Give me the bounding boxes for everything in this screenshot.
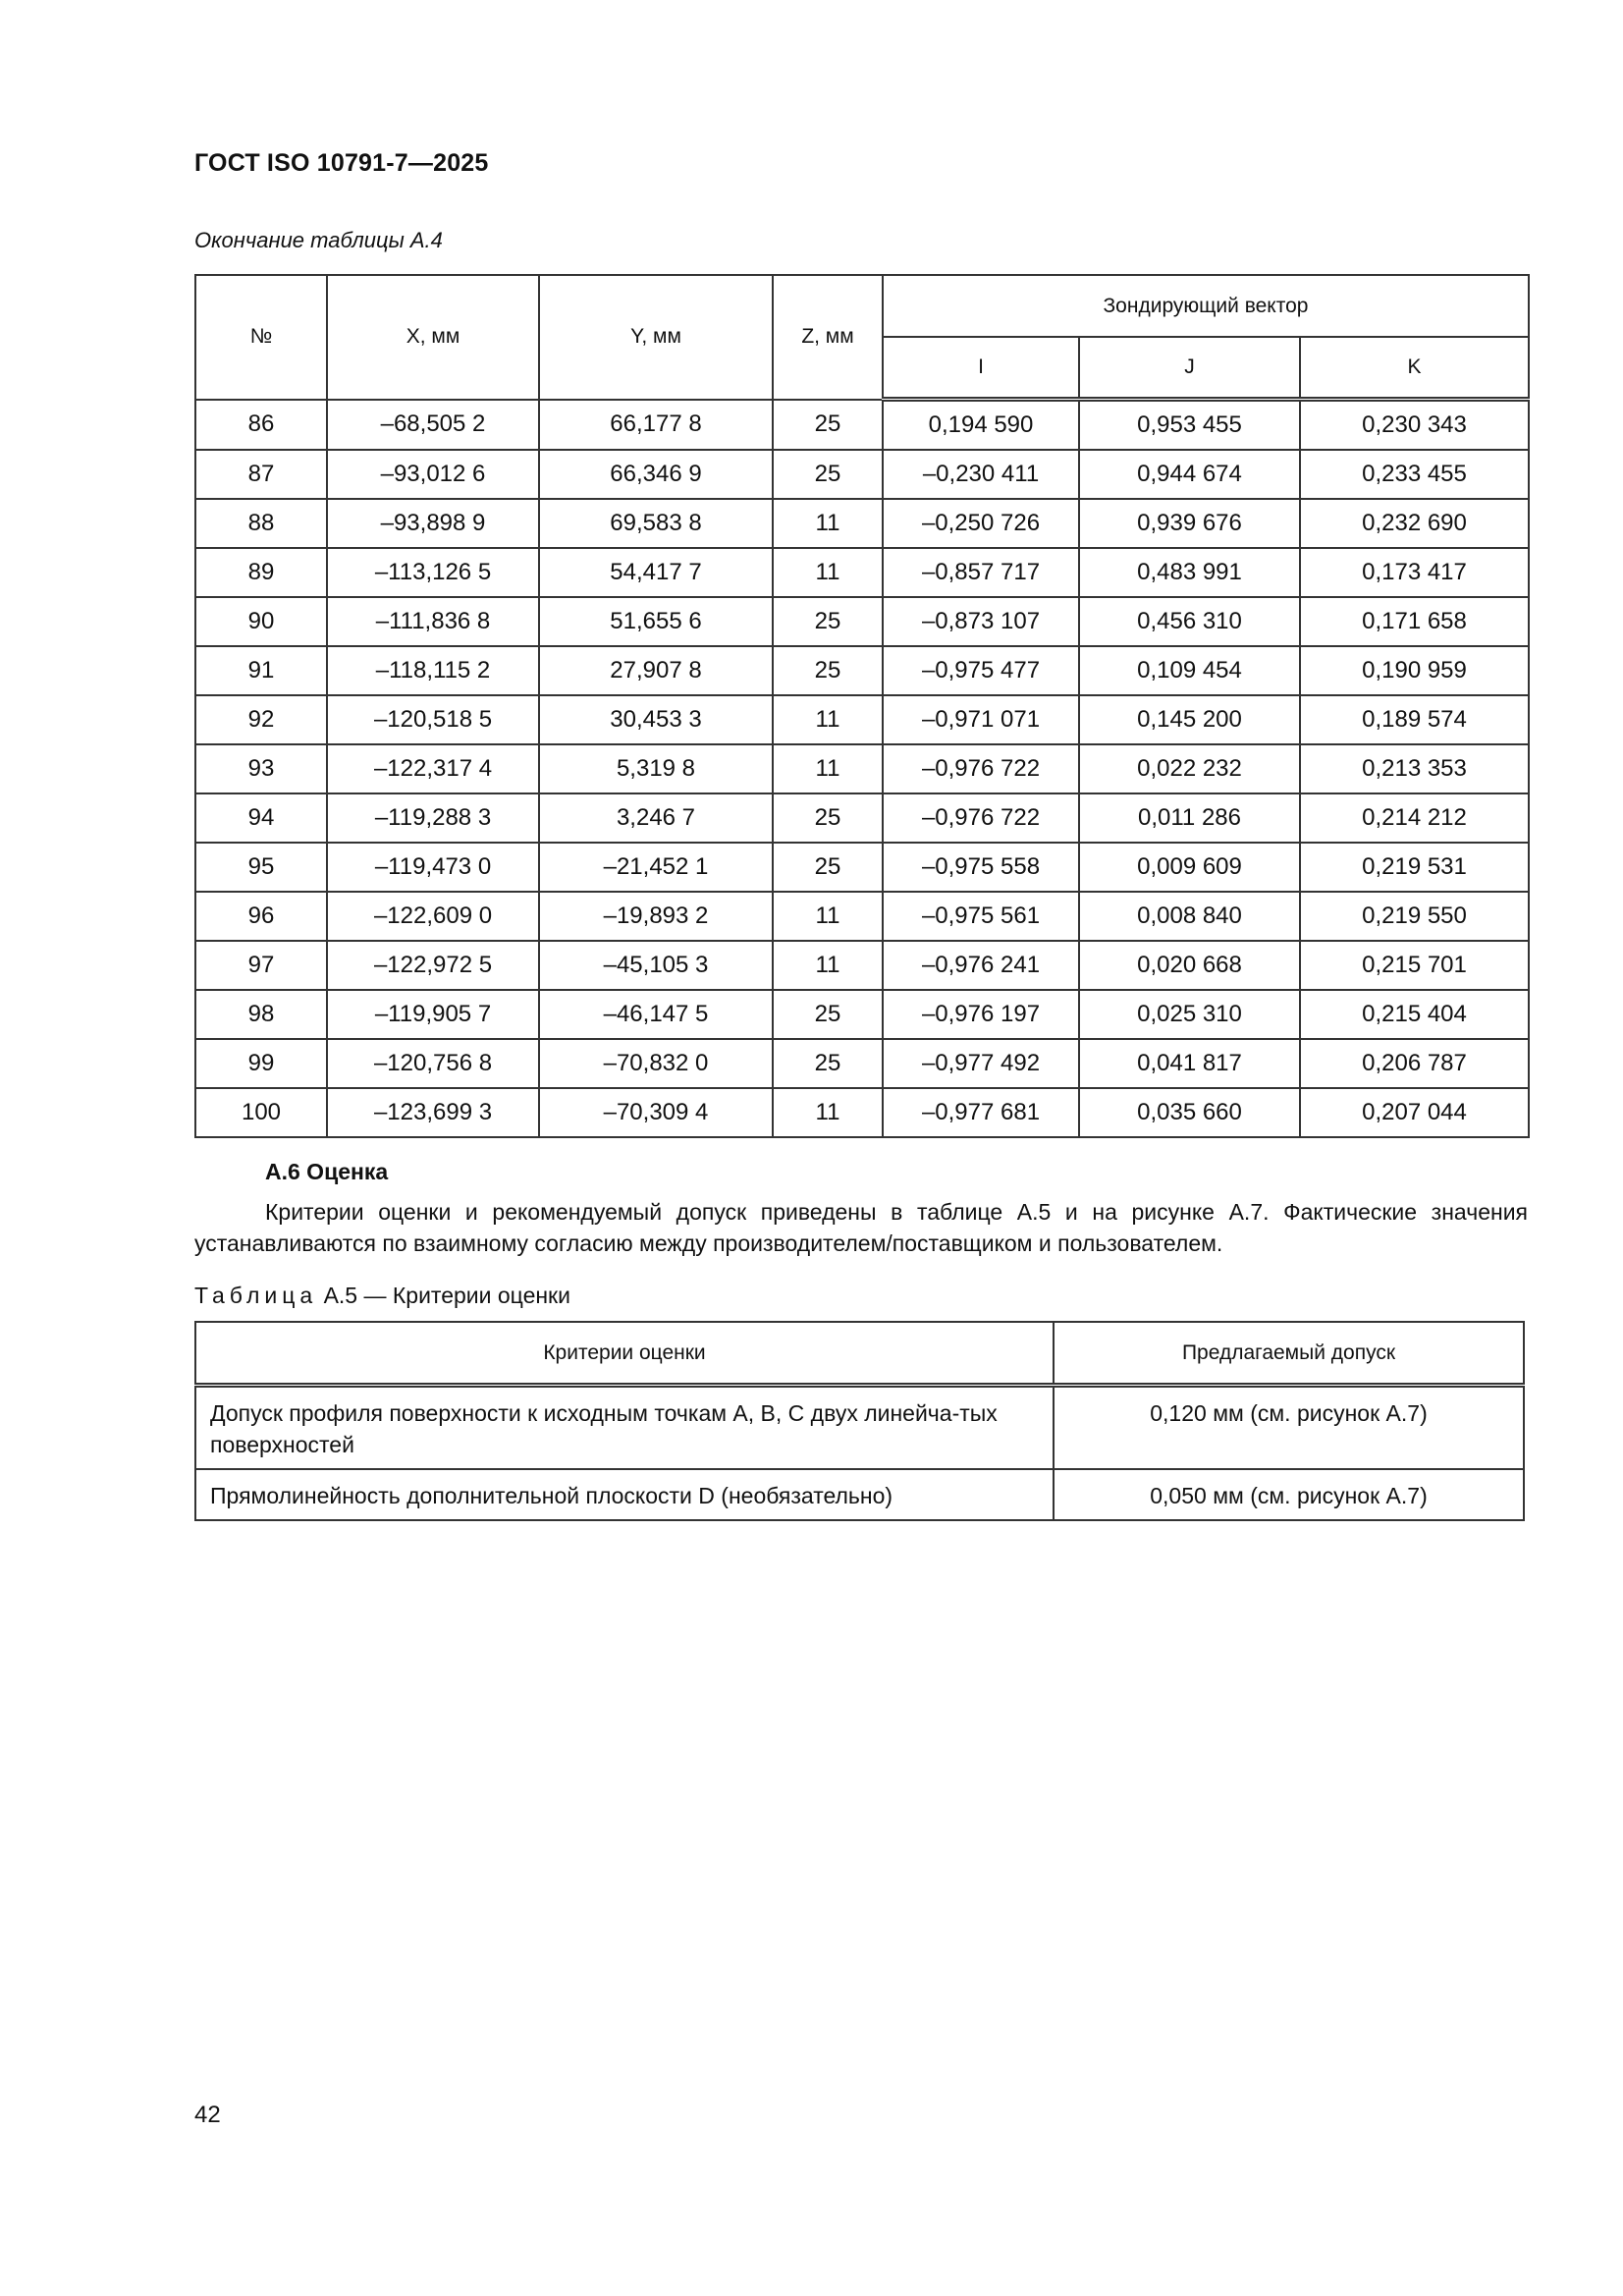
criteria-cell: Допуск профиля поверхности к исходным точкам А, В, С двух линейча-тых поверхностей xyxy=(195,1386,1054,1470)
table-a5-body xyxy=(195,1386,1524,1521)
table-cell: 5,319 8 xyxy=(539,744,773,793)
table-cell: 87 xyxy=(195,450,327,499)
table-cell: 0,206 787 xyxy=(1300,1039,1529,1088)
table-row xyxy=(195,400,1529,451)
header-no: № xyxy=(195,275,327,400)
table-cell: 25 xyxy=(773,793,883,843)
table-cell: 0,483 991 xyxy=(1079,548,1300,597)
table-cell: 25 xyxy=(773,1039,883,1088)
table-cell: –70,309 4 xyxy=(539,1088,773,1137)
table-cell: –0,976 241 xyxy=(883,941,1079,990)
table-cell: 0,233 455 xyxy=(1300,450,1529,499)
table-cell: 25 xyxy=(773,450,883,499)
table-cell: –0,230 411 xyxy=(883,450,1079,499)
table-row xyxy=(195,843,1529,892)
table-cell: –111,836 8 xyxy=(327,597,539,646)
table-cell: –123,699 3 xyxy=(327,1088,539,1137)
table-cell: 86 xyxy=(195,400,327,451)
table-row xyxy=(195,646,1529,695)
table-row xyxy=(195,1469,1524,1520)
table-cell: –0,976 197 xyxy=(883,990,1079,1039)
table-cell: 11 xyxy=(773,548,883,597)
table-cell: 0,009 609 xyxy=(1079,843,1300,892)
table-cell: 30,453 3 xyxy=(539,695,773,744)
table-cell: –93,012 6 xyxy=(327,450,539,499)
table-cell: –0,975 558 xyxy=(883,843,1079,892)
table-cell: 90 xyxy=(195,597,327,646)
table-cell: 0,189 574 xyxy=(1300,695,1529,744)
table-cell: –120,756 8 xyxy=(327,1039,539,1088)
table-cell: 25 xyxy=(773,646,883,695)
table-cell: –0,971 071 xyxy=(883,695,1079,744)
table-row xyxy=(195,990,1529,1039)
table-cell: 0,145 200 xyxy=(1079,695,1300,744)
table-row xyxy=(195,548,1529,597)
table-cell: –0,873 107 xyxy=(883,597,1079,646)
table-cell: 0,041 817 xyxy=(1079,1039,1300,1088)
table-cell: –46,147 5 xyxy=(539,990,773,1039)
section-a6-paragraph-text: Критерии оценки и рекомендуемый допуск приведены в таблице А.5 и на рисунке А.7. Фактические значения устанавливаются по взаимному согласию между производителем/поставщиком и пользователем. xyxy=(194,1199,1528,1256)
document-header: ГОСТ ISO 10791-7—2025 xyxy=(194,149,489,177)
table-cell: 25 xyxy=(773,843,883,892)
table-row xyxy=(195,744,1529,793)
table-cell: 95 xyxy=(195,843,327,892)
table-cell: –120,518 5 xyxy=(327,695,539,744)
table-cell: 89 xyxy=(195,548,327,597)
table-row xyxy=(195,1088,1529,1137)
tolerance-cell: 0,050 мм (см. рисунок А.7) xyxy=(1054,1469,1524,1520)
table-cell: 11 xyxy=(773,744,883,793)
table-cell: 93 xyxy=(195,744,327,793)
table-cell: –19,893 2 xyxy=(539,892,773,941)
table-cell: 97 xyxy=(195,941,327,990)
table-cell: 0,215 701 xyxy=(1300,941,1529,990)
table-cell: 54,417 7 xyxy=(539,548,773,597)
table-cell: –0,976 722 xyxy=(883,744,1079,793)
table-row xyxy=(195,597,1529,646)
tolerance-cell: 0,120 мм (см. рисунок А.7) xyxy=(1054,1386,1524,1470)
table-cell: 100 xyxy=(195,1088,327,1137)
table-cell: 0,232 690 xyxy=(1300,499,1529,548)
table-row xyxy=(195,1039,1529,1088)
table-cell: 96 xyxy=(195,892,327,941)
table-cell: 0,171 658 xyxy=(1300,597,1529,646)
table-cell: 91 xyxy=(195,646,327,695)
header-x: X, мм xyxy=(327,275,539,400)
table-cell: –118,115 2 xyxy=(327,646,539,695)
table-cell: –113,126 5 xyxy=(327,548,539,597)
table-cell: 66,177 8 xyxy=(539,400,773,451)
table-cell: 0,456 310 xyxy=(1079,597,1300,646)
table-cell: 0,109 454 xyxy=(1079,646,1300,695)
table-cell: 0,219 550 xyxy=(1300,892,1529,941)
table-cell: –0,975 561 xyxy=(883,892,1079,941)
table-cell: –0,975 477 xyxy=(883,646,1079,695)
table-cell: –119,288 3 xyxy=(327,793,539,843)
table-cell: 0,214 212 xyxy=(1300,793,1529,843)
table-cell: –122,609 0 xyxy=(327,892,539,941)
table-cell: 0,207 044 xyxy=(1300,1088,1529,1137)
table-cell: 25 xyxy=(773,400,883,451)
table-cell: 11 xyxy=(773,499,883,548)
table-row xyxy=(195,892,1529,941)
table-cell: 98 xyxy=(195,990,327,1039)
table-cell: 0,020 668 xyxy=(1079,941,1300,990)
table-row xyxy=(195,450,1529,499)
table-cell: 0,035 660 xyxy=(1079,1088,1300,1137)
table-cell: 69,583 8 xyxy=(539,499,773,548)
table-cell: 66,346 9 xyxy=(539,450,773,499)
table-cell: 0,025 310 xyxy=(1079,990,1300,1039)
table-cell: 25 xyxy=(773,597,883,646)
table-cell: 27,907 8 xyxy=(539,646,773,695)
table-cell: –45,105 3 xyxy=(539,941,773,990)
table-cell: –0,977 681 xyxy=(883,1088,1079,1137)
table-cell: 25 xyxy=(773,990,883,1039)
header-i: I xyxy=(883,337,1079,400)
page-number: 42 xyxy=(194,2102,221,2128)
table-cell: 11 xyxy=(773,941,883,990)
table-cell: –119,905 7 xyxy=(327,990,539,1039)
table-cell: –0,977 492 xyxy=(883,1039,1079,1088)
table-cell: 88 xyxy=(195,499,327,548)
table-cell: 0,213 353 xyxy=(1300,744,1529,793)
table-cell: 11 xyxy=(773,892,883,941)
header-tolerance: Предлагаемый допуск xyxy=(1054,1322,1524,1386)
header-probe-vector: Зондирующий вектор xyxy=(883,275,1529,337)
table-cell: 94 xyxy=(195,793,327,843)
table-cell: –0,250 726 xyxy=(883,499,1079,548)
section-a6-title: А.6 Оценка xyxy=(265,1159,389,1184)
table-cell: 51,655 6 xyxy=(539,597,773,646)
table-cell: 0,219 531 xyxy=(1300,843,1529,892)
table-row xyxy=(195,499,1529,548)
header-y: Y, мм xyxy=(539,275,773,400)
table-cell: 0,173 417 xyxy=(1300,548,1529,597)
table-cell: 99 xyxy=(195,1039,327,1088)
table-cell: –21,452 1 xyxy=(539,843,773,892)
table-cell: 0,011 286 xyxy=(1079,793,1300,843)
table-row xyxy=(195,695,1529,744)
table-cell: 0,194 590 xyxy=(883,400,1079,451)
table-cell: 0,215 404 xyxy=(1300,990,1529,1039)
table-cell: 92 xyxy=(195,695,327,744)
header-criteria: Критерии оценки xyxy=(195,1322,1054,1386)
table-a5 xyxy=(194,1321,1525,1521)
table-a5-caption xyxy=(194,1283,570,1309)
table-cell: 3,246 7 xyxy=(539,793,773,843)
table-cell: –68,505 2 xyxy=(327,400,539,451)
table-a4 xyxy=(194,274,1530,1138)
header-k: K xyxy=(1300,337,1529,400)
table-a5-caption-prefix: Таблица xyxy=(194,1283,318,1308)
table-cell: –119,473 0 xyxy=(327,843,539,892)
table-cell: 0,944 674 xyxy=(1079,450,1300,499)
header-z: Z, мм xyxy=(773,275,883,400)
table-cell: –122,317 4 xyxy=(327,744,539,793)
table-a4-body xyxy=(195,400,1529,1138)
table-a4-caption: Окончание таблицы А.4 xyxy=(194,228,443,252)
criteria-cell: Прямолинейность дополнительной плоскости D (необязательно) xyxy=(195,1469,1054,1520)
table-cell: 11 xyxy=(773,1088,883,1137)
section-a6-paragraph xyxy=(194,1196,1528,1259)
table-row xyxy=(195,1386,1524,1470)
header-j: J xyxy=(1079,337,1300,400)
table-cell: 0,953 455 xyxy=(1079,400,1300,451)
table-row xyxy=(195,793,1529,843)
table-cell: –93,898 9 xyxy=(327,499,539,548)
table-cell: 0,230 343 xyxy=(1300,400,1529,451)
table-cell: 0,022 232 xyxy=(1079,744,1300,793)
table-cell: 11 xyxy=(773,695,883,744)
table-cell: –122,972 5 xyxy=(327,941,539,990)
table-a5-caption-rest: А.5 — Критерии оценки xyxy=(317,1283,570,1308)
table-cell: 0,939 676 xyxy=(1079,499,1300,548)
table-cell: –70,832 0 xyxy=(539,1039,773,1088)
table-cell: –0,976 722 xyxy=(883,793,1079,843)
table-cell: 0,008 840 xyxy=(1079,892,1300,941)
table-cell: 0,190 959 xyxy=(1300,646,1529,695)
table-row xyxy=(195,941,1529,990)
table-cell: –0,857 717 xyxy=(883,548,1079,597)
